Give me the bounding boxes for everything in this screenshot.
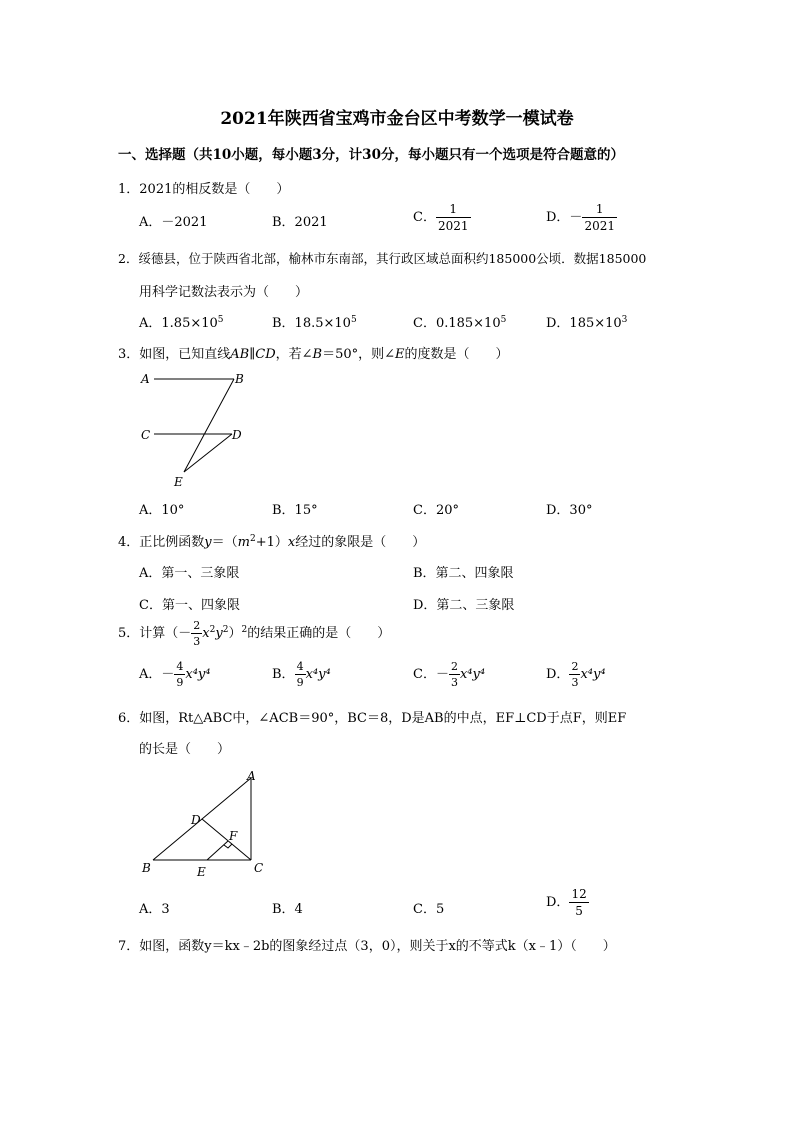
q5-option-c[interactable]: C．－ $\frac{2}{3}$ x⁴y⁴	[413, 660, 486, 689]
point-c-label: C	[141, 428, 151, 442]
q6-option-b[interactable]: B．4	[272, 902, 303, 917]
q3-option-b[interactable]: B．15°	[272, 503, 318, 518]
question-6-line2: 的长是（ ）	[139, 742, 231, 757]
q2-option-d[interactable]: D．$185\times 10^3$	[546, 315, 628, 331]
q3-option-c[interactable]: C．20°	[413, 503, 459, 518]
q5-option-b[interactable]: B． $\frac{4}{9}$ x⁴y⁴	[272, 660, 331, 689]
line-be	[184, 379, 234, 472]
q2-option-b[interactable]: B．$18.5\times 10^5$	[272, 315, 357, 331]
question-2-line2: 用科学记数法表示为（ ）	[139, 285, 309, 300]
question-5-stem: 5．计算（－ $\frac{2}{3}$ $x^2y^2)^2$的结果正确的是（ ）	[118, 619, 391, 648]
point-a-label: A	[141, 372, 150, 386]
q2-option-c[interactable]: C．$0.185\times 10^5$	[413, 315, 507, 331]
question-7-stem: 7．如图，函数y＝kx﹣2b的图象经过点（3，0），则关于x的不等式k（x﹣1）（ ）	[118, 939, 616, 954]
q1-option-d-label: D．－	[546, 210, 583, 225]
q1-option-c[interactable]	[413, 203, 471, 232]
point-e-label: E	[174, 475, 183, 489]
question-2-line1: 2．绥德县，位于陕西省北部，榆林市东南部，其行政区域总面积约185000公顷．数据185000	[118, 251, 647, 266]
q3-option-d[interactable]: D．30°	[546, 503, 593, 518]
point-b-label: B	[142, 861, 151, 875]
q6-option-d[interactable]: D． $\frac{12}{5}$	[546, 887, 587, 918]
point-c-label: C	[254, 861, 264, 875]
point-a-label: A	[247, 769, 256, 783]
q5-option-d-fraction: $\frac{2}{3}$	[571, 660, 579, 689]
q6-geometry-figure	[136, 768, 276, 880]
question-3-stem: 3．如图，已知直线AB∥CD，若∠B＝50°，则∠E的度数是（ ）	[118, 347, 509, 362]
point-f-label: F	[229, 829, 238, 843]
q6-option-a[interactable]: A．3	[139, 902, 170, 917]
point-d-label: D	[191, 813, 201, 827]
q3-option-a[interactable]: A．10°	[139, 503, 185, 518]
q1-option-d-fraction: $\frac{1}{2021}$	[584, 202, 615, 233]
q1-option-c-fraction: $\frac{1}{2021}$	[437, 202, 469, 233]
q5-option-a[interactable]: A．－ $\frac{4}{9}$ x⁴y⁴	[139, 660, 211, 689]
q6-option-d-fraction: $\frac{12}{5}$	[571, 887, 587, 918]
page-title: 2021年陕西省宝鸡市金台区中考数学一模试卷	[220, 109, 574, 129]
q1-option-b[interactable]: B．2021	[272, 215, 328, 230]
q5-option-a-fraction: $\frac{4}{9}$	[176, 660, 184, 689]
point-b-label: B	[235, 372, 244, 386]
point-d-label: D	[232, 428, 242, 442]
q5-option-d[interactable]: D． $\frac{2}{3}$ x⁴y⁴	[546, 660, 606, 689]
segment-ef	[207, 841, 228, 860]
right-angle-mark	[224, 844, 232, 848]
q4-option-d[interactable]: D．第二、三象限	[413, 598, 515, 613]
section-heading: 一、选择题（共10小题，每小题3分，计30分，每小题只有一个选项是符合题意的）	[118, 147, 624, 163]
point-e-label: E	[197, 865, 206, 879]
q1-option-a[interactable]: A．－2021	[139, 215, 208, 230]
q6-option-c[interactable]: C．5	[413, 902, 445, 917]
q5-option-b-fraction: $\frac{4}{9}$	[296, 660, 304, 689]
q1-option-c-label: C．	[413, 210, 436, 225]
question-1-stem: 1．2021的相反数是（ ）	[118, 182, 290, 197]
q5-stem-fraction: $\frac{2}{3}$	[193, 619, 201, 648]
question-6-line1: 6．如图，Rt△ABC中，∠ACB＝90°，BC＝8，D是AB的中点，EF⊥CD于点F，则EF	[118, 711, 627, 726]
q1-option-d[interactable]	[546, 203, 617, 232]
q2-option-a[interactable]: A．$1.85\times 10^5$	[139, 315, 224, 331]
q3-geometry-figure	[136, 366, 256, 492]
q4-option-a[interactable]: A．第一、三象限	[139, 566, 240, 581]
q5-option-c-fraction: $\frac{2}{3}$	[450, 660, 458, 689]
line-ed	[184, 434, 232, 472]
question-4-stem: 4．正比例函数$y=(m^2+1)x$经过的象限是（ ）	[118, 534, 426, 550]
segment-cd	[202, 819, 251, 860]
q4-option-b[interactable]: B．第二、四象限	[413, 566, 514, 581]
q4-option-c[interactable]: C．第一、四象限	[139, 598, 240, 613]
